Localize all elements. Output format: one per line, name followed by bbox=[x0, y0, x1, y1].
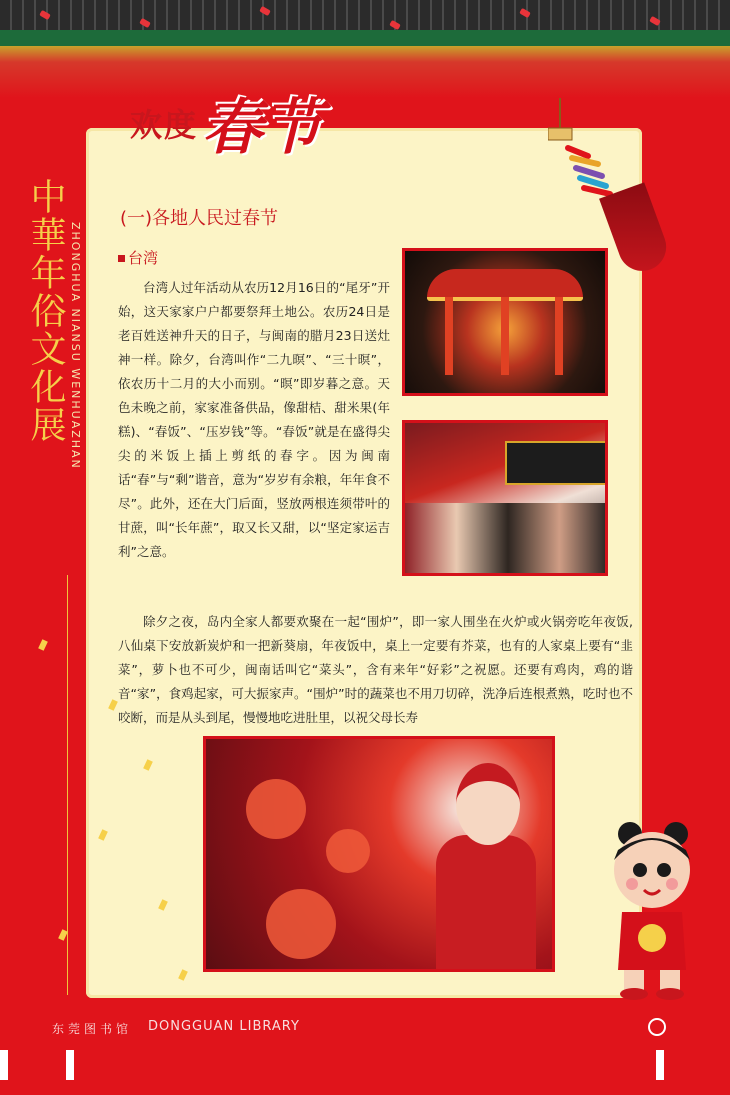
archway-pillar bbox=[555, 297, 563, 375]
photo-dolls bbox=[203, 736, 555, 972]
sub-heading-text: 台湾 bbox=[128, 249, 159, 267]
lantern bbox=[266, 889, 336, 959]
archway-pillar bbox=[445, 297, 453, 375]
firecracker-icon bbox=[548, 98, 628, 198]
footer-bars bbox=[0, 1050, 730, 1080]
confetti bbox=[38, 639, 48, 651]
photo-street-crowd bbox=[402, 420, 608, 576]
lantern bbox=[326, 829, 370, 873]
photo-archway bbox=[402, 248, 608, 396]
footer-library-cn: 东莞图书馆 bbox=[52, 1022, 133, 1036]
doll-head bbox=[456, 763, 520, 845]
vertical-subtitle: ZHONGHUA NIANSU WENHUAZHAN bbox=[69, 222, 82, 470]
footer-library-en: DONGGUAN LIBRARY bbox=[148, 1019, 300, 1034]
title-prefix: 欢度 bbox=[130, 106, 199, 144]
crowd bbox=[405, 503, 608, 576]
roof-tile-border bbox=[0, 0, 730, 98]
lantern bbox=[246, 779, 306, 839]
paragraph-2: 除夕之夜，岛内全家人都要欢聚在一起“围炉”，即一家人围坐在火炉或火锅旁吃年夜饭,八仙桌下安放新炭炉和一把新葵扇，年夜饭中，桌上一定要有芥菜，也有的人家桌上要有“韭菜”，萝卜也不可少，闽南话叫它“菜头”，含有来年“好彩”之祝愿。还要有鸡肉，鸡的谐音“家”，食鸡起家，可大振家声。“围炉”时的蔬菜也不用刀切碎，洗净后连根煮熟，吃时也不咬断，而是从头到尾，慢慢地吃进肚里，以祝父母长寿 bbox=[118, 614, 633, 725]
shop-sign bbox=[505, 441, 608, 485]
square-bullet-icon bbox=[118, 255, 125, 262]
archway-pillar bbox=[501, 297, 509, 375]
sub-heading bbox=[118, 247, 158, 268]
section-heading: (一)各地人民过春节 bbox=[120, 208, 279, 229]
title-main: 春节 bbox=[202, 93, 322, 163]
library-logo-icon bbox=[648, 1018, 666, 1036]
paragraph-1: 台湾人过年活动从农历12月16日的“尾牙”开始，这天家家户户都要祭拜土地公。农历24日是老百姓送神升天的日子，与闽南的腊月23日送灶神一样。除夕，台湾叫作“二九暝”、“三十暝”，依农历十二月的大小而别。“暝”即岁暮之意。天色未晚之前，家家准备供品，像甜桔、甜米果(年糕)、“春饭”、“压岁钱”等。“春饭”就是在盛得尖尖的米饭上插上剪纸的春字。因为闽南话“春”与“剩”谐音，意为“岁岁有余粮，年年食不尽”。此外，还在大门后面，竖放两根连须带叶的甘蔗，叫“长年蔗”，取又长又甜，以“坚定家运吉利”之意。 bbox=[118, 280, 390, 559]
doll-body bbox=[436, 835, 536, 972]
child-mascot-icon bbox=[600, 820, 700, 1000]
vertical-title: 中華年俗文化展 bbox=[25, 178, 66, 444]
roof-tiles bbox=[0, 0, 730, 30]
